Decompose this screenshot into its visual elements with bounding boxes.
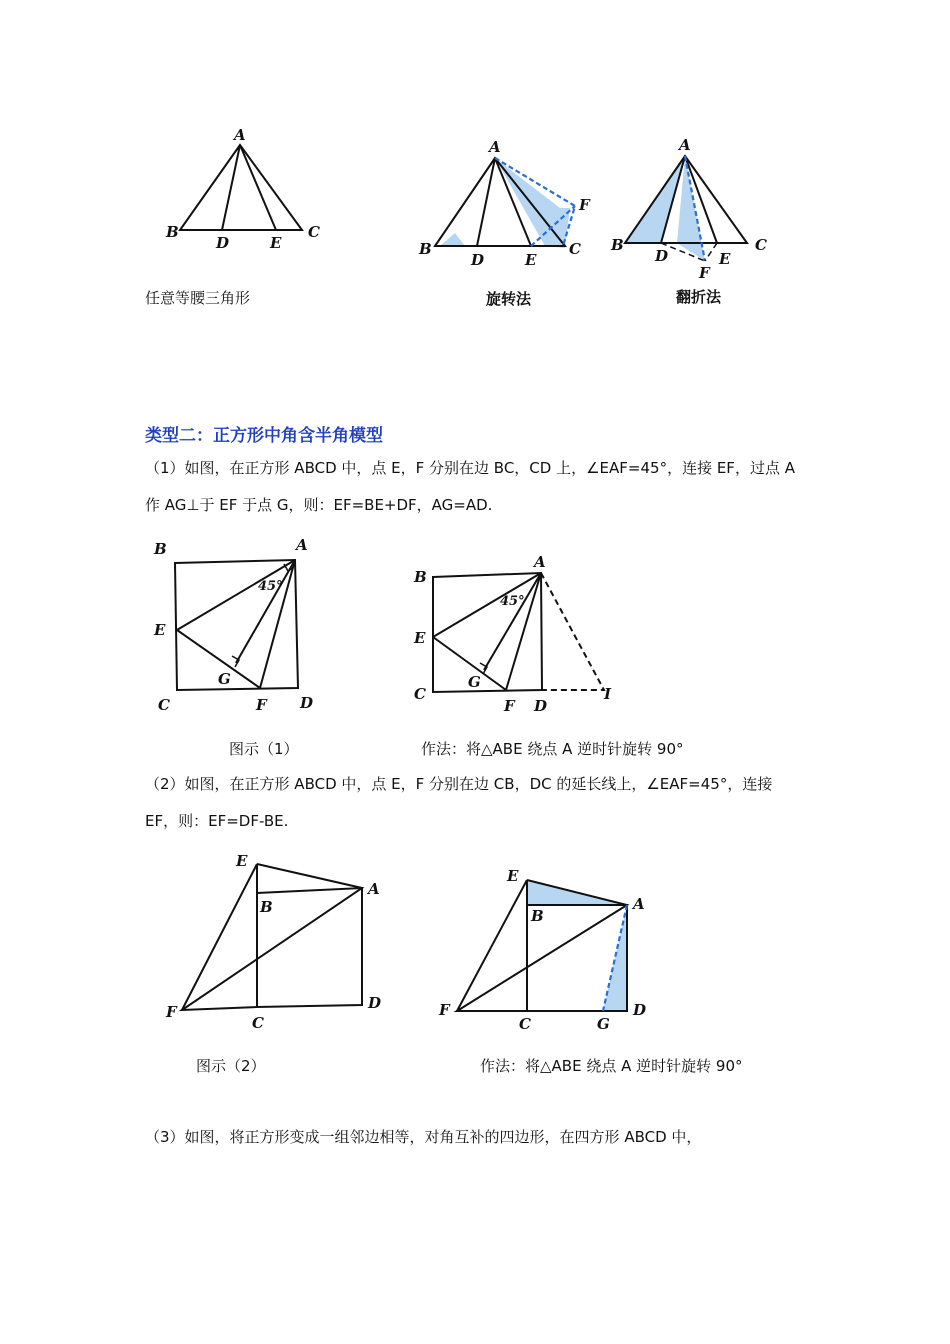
label-B: B (166, 223, 179, 241)
label-B: B (611, 236, 624, 254)
label-D: D (471, 251, 485, 269)
label-E: E (525, 251, 537, 269)
label-D: D (300, 694, 314, 712)
paragraph-2-line-2: EF，则：EF=DF-BE. (145, 812, 289, 830)
label-A: A (679, 136, 691, 154)
caption-fold: 翻折法 (676, 288, 722, 306)
angle-label: 45° (258, 579, 283, 594)
label-C: C (755, 236, 767, 254)
fold-method-figure (605, 138, 780, 283)
label-E: E (154, 621, 166, 639)
label-D: D (368, 994, 382, 1012)
label-G: G (597, 1015, 610, 1033)
label-B: B (154, 540, 167, 558)
caption-isosceles: 任意等腰三角形 (145, 289, 251, 307)
label-B: B (531, 907, 544, 925)
figure-1-method: 作法：将△ABE 绕点 A 逆时针旋转 90° (421, 740, 684, 758)
rotation-method-figure (415, 138, 595, 273)
label-D: D (633, 1001, 647, 1019)
label-F: F (699, 264, 710, 282)
label-C: C (519, 1015, 531, 1033)
label-A: A (534, 553, 546, 571)
section-heading: 类型二：正方形中角含半角模型 (145, 426, 383, 446)
label-E: E (719, 250, 731, 268)
square-figure-1 (150, 538, 330, 718)
label-B: B (260, 898, 273, 916)
figure-2-caption: 图示（2） (196, 1057, 266, 1075)
angle-label: 45° (500, 594, 525, 609)
label-E: E (270, 234, 282, 252)
label-F: F (504, 697, 515, 715)
figure-2-method: 作法：将△ABE 绕点 A 逆时针旋转 90° (480, 1057, 743, 1075)
label-E: E (236, 852, 248, 870)
label-C: C (569, 240, 581, 258)
label-A: A (234, 126, 246, 144)
label-D: D (534, 697, 548, 715)
label-I: I (604, 685, 612, 703)
label-A: A (296, 536, 308, 554)
label-C: C (414, 685, 426, 703)
label-E: E (414, 629, 426, 647)
label-A: A (633, 895, 645, 913)
paragraph-3-line-1: （3）如图，将正方形变成一组邻边相等，对角互补的四边形，在四方形 ABCD 中， (145, 1128, 702, 1146)
square-figure-3 (160, 850, 390, 1035)
caption-rotation: 旋转法 (486, 290, 532, 308)
label-D: D (655, 247, 669, 265)
label-A: A (368, 880, 380, 898)
label-C: C (308, 223, 320, 241)
square-figure-4 (435, 865, 665, 1040)
paragraph-1-line-2: 作 AG⊥于 EF 于点 G，则：EF=BE+DF，AG=AD. (145, 496, 493, 514)
label-G: G (218, 670, 231, 688)
figure-1-caption: 图示（1） (229, 740, 299, 758)
label-B: B (414, 568, 427, 586)
label-B: B (419, 240, 432, 258)
label-A: A (489, 138, 501, 156)
label-F: F (256, 696, 267, 714)
label-F: F (579, 196, 590, 214)
label-C: C (252, 1014, 264, 1032)
square-figure-2 (408, 555, 618, 720)
label-E: E (507, 867, 519, 885)
paragraph-2-line-1: （2）如图，在正方形 ABCD 中，点 E，F 分别在边 CB，DC 的延长线上，∠EAF=45°，连接 (145, 775, 773, 793)
label-G: G (468, 673, 481, 691)
paragraph-1-line-1: （1）如图，在正方形 ABCD 中，点 E，F 分别在边 BC，CD 上，∠EAF=45°，连接 EF，过点 A (145, 459, 795, 477)
isosceles-triangle-figure (160, 125, 330, 255)
label-C: C (158, 696, 170, 714)
label-F: F (166, 1003, 177, 1021)
label-F: F (439, 1001, 450, 1019)
label-D: D (216, 234, 230, 252)
